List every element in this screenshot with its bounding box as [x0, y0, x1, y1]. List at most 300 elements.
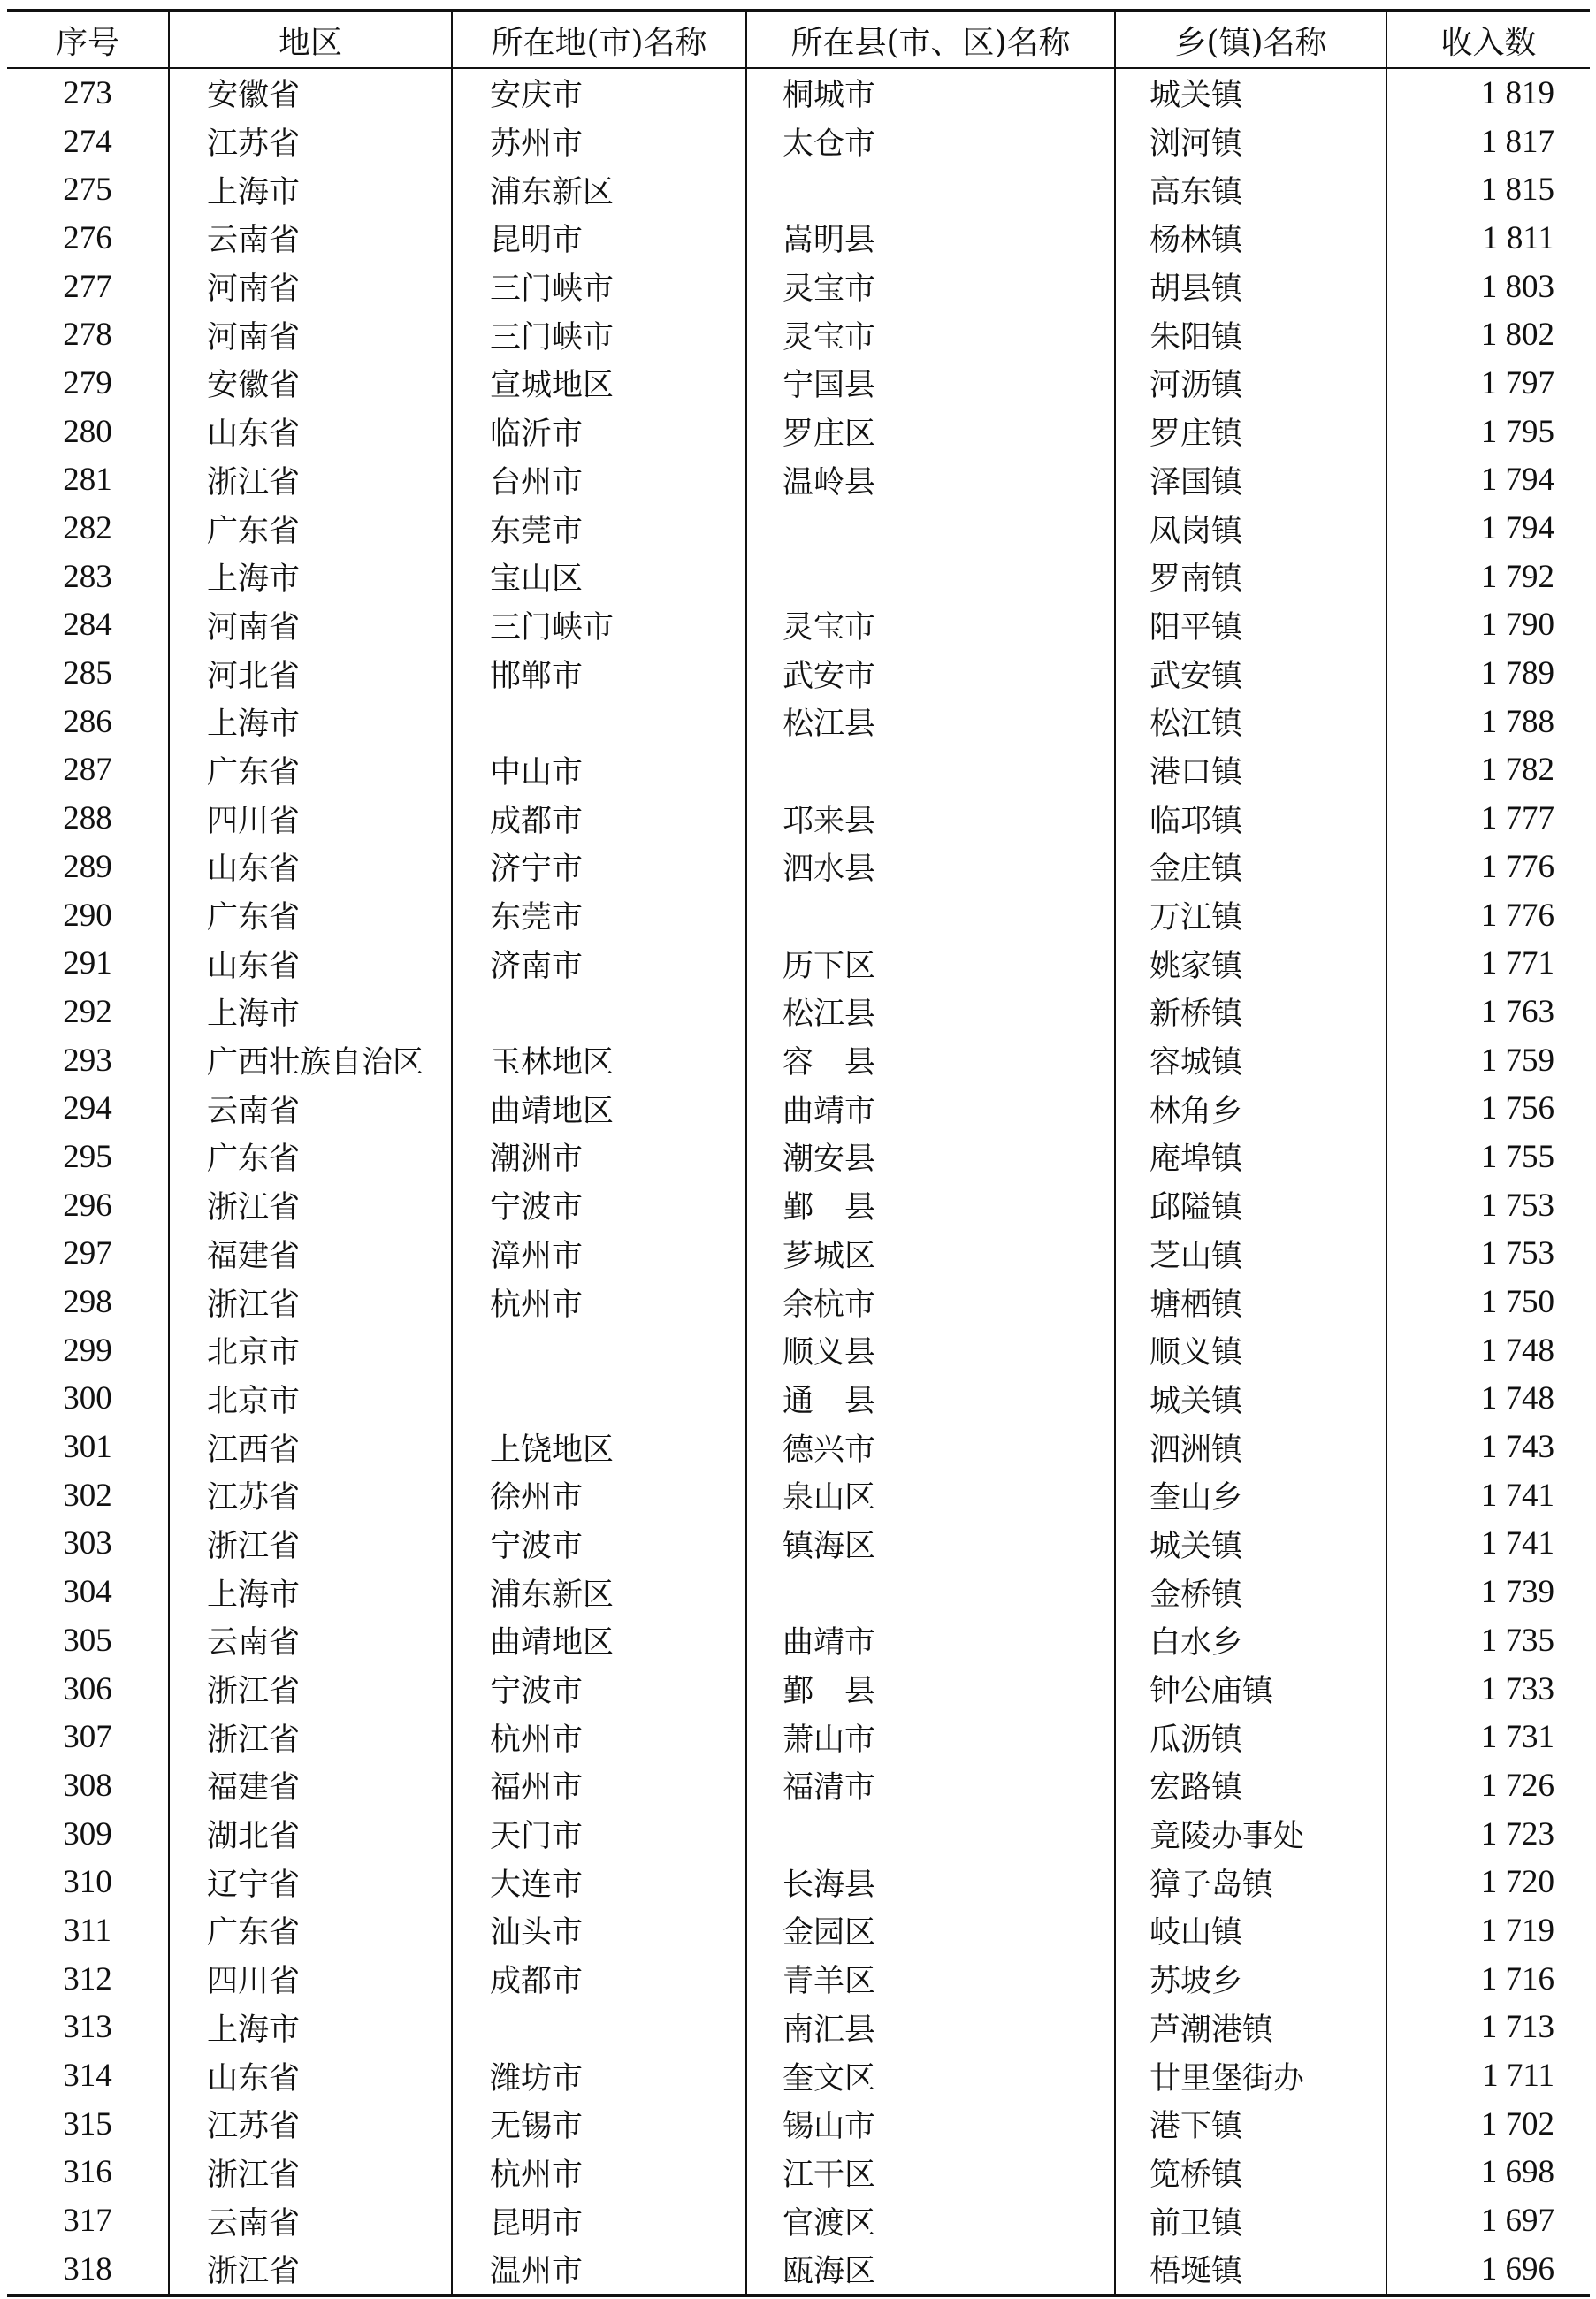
cell-county: 曲靖市	[746, 1616, 1115, 1665]
cell-income: 1 711	[1386, 2051, 1590, 2100]
cell-income: 1 735	[1386, 1616, 1590, 1665]
table-row	[7, 408, 1590, 456]
cell-city: 福州市	[452, 1761, 746, 1810]
cell-income: 1 788	[1386, 698, 1590, 746]
table-row	[7, 794, 1590, 843]
cell-income: 1 811	[1386, 214, 1590, 263]
cell-seq: 310	[63, 1864, 112, 1901]
cell-county	[746, 1810, 1115, 1859]
cell-seq: 303	[63, 1525, 112, 1562]
header-town: 乡(镇)名称	[1115, 11, 1386, 68]
cell-city: 中山市	[452, 746, 746, 795]
cell-city: 昆明市	[452, 2196, 746, 2245]
cell-seq: 314	[63, 2058, 112, 2095]
table-row	[7, 1423, 1590, 1471]
cell-income: 1 697	[1386, 2196, 1590, 2245]
cell-income: 1 748	[1386, 1326, 1590, 1375]
cell-county: 太仓市	[746, 118, 1115, 166]
cell-region: 广东省	[169, 891, 452, 940]
cell-region: 浙江省	[169, 1520, 452, 1569]
table-row	[7, 1568, 1590, 1616]
cell-region: 广东省	[169, 504, 452, 553]
cell-town: 姚家镇	[1115, 939, 1386, 988]
cell-seq: 315	[63, 2105, 112, 2142]
cell-seq: 282	[63, 510, 112, 547]
cell-town: 瓜沥镇	[1115, 1713, 1386, 1761]
cell-city	[452, 2004, 746, 2052]
cell-town: 朱阳镇	[1115, 310, 1386, 359]
cell-region: 上海市	[169, 988, 452, 1036]
cell-income: 1 819	[1386, 68, 1590, 118]
cell-town: 罗南镇	[1115, 553, 1386, 601]
cell-seq: 311	[63, 1912, 112, 1949]
table-row	[7, 2196, 1590, 2245]
cell-county: 通 县	[746, 1375, 1115, 1424]
cell-town: 顺义镇	[1115, 1326, 1386, 1375]
cell-county: 历下区	[746, 939, 1115, 988]
cell-town: 林角乡	[1115, 1084, 1386, 1133]
cell-town: 庵埠镇	[1115, 1133, 1386, 1181]
table-row	[7, 843, 1590, 891]
cell-city: 三门峡市	[452, 263, 746, 311]
cell-city: 昆明市	[452, 214, 746, 263]
cell-city: 徐州市	[452, 1471, 746, 1520]
cell-city	[452, 698, 746, 746]
cell-city: 曲靖地区	[452, 1084, 746, 1133]
cell-seq: 309	[63, 1815, 112, 1852]
cell-income: 1 817	[1386, 118, 1590, 166]
table-row	[7, 2149, 1590, 2197]
cell-income: 1 748	[1386, 1375, 1590, 1424]
cell-county: 官渡区	[746, 2196, 1115, 2245]
cell-county: 奎文区	[746, 2051, 1115, 2100]
cell-region: 江苏省	[169, 118, 452, 166]
cell-income: 1 753	[1386, 1181, 1590, 1230]
cell-town: 临邛镇	[1115, 794, 1386, 843]
cell-income: 1 741	[1386, 1520, 1590, 1569]
cell-city: 大连市	[452, 1858, 746, 1906]
cell-city: 杭州市	[452, 1713, 746, 1761]
cell-town: 凤岗镇	[1115, 504, 1386, 553]
cell-income: 1 776	[1386, 843, 1590, 891]
cell-region: 河北省	[169, 649, 452, 698]
cell-county: 福清市	[746, 1761, 1115, 1810]
table-row	[7, 1036, 1590, 1085]
cell-region: 河南省	[169, 310, 452, 359]
cell-town: 新桥镇	[1115, 988, 1386, 1036]
cell-seq: 298	[63, 1284, 112, 1321]
table-row	[7, 2100, 1590, 2149]
cell-income: 1 794	[1386, 456, 1590, 505]
cell-seq: 286	[63, 703, 112, 740]
cell-seq: 275	[63, 172, 112, 209]
cell-county: 温岭县	[746, 456, 1115, 505]
cell-city: 宝山区	[452, 553, 746, 601]
table-row	[7, 214, 1590, 263]
cell-region: 湖北省	[169, 1810, 452, 1859]
cell-income: 1 803	[1386, 263, 1590, 311]
cell-city: 潍坊市	[452, 2051, 746, 2100]
table-row	[7, 746, 1590, 795]
cell-town: 高东镇	[1115, 165, 1386, 214]
cell-town: 宏路镇	[1115, 1761, 1386, 1810]
table-row	[7, 310, 1590, 359]
cell-county: 邛来县	[746, 794, 1115, 843]
cell-city: 成都市	[452, 794, 746, 843]
table-row	[7, 1713, 1590, 1761]
cell-town: 城关镇	[1115, 1375, 1386, 1424]
cell-town: 港下镇	[1115, 2100, 1386, 2149]
cell-city: 邯郸市	[452, 649, 746, 698]
table-row	[7, 504, 1590, 553]
cell-income: 1 698	[1386, 2149, 1590, 2197]
table-row	[7, 1133, 1590, 1181]
cell-county: 余杭市	[746, 1278, 1115, 1326]
cell-town: 武安镇	[1115, 649, 1386, 698]
table-row	[7, 891, 1590, 940]
cell-seq: 278	[63, 317, 112, 354]
cell-region: 浙江省	[169, 1181, 452, 1230]
cell-income: 1 702	[1386, 2100, 1590, 2149]
table-row	[7, 601, 1590, 650]
cell-region: 山东省	[169, 939, 452, 988]
cell-city: 玉林地区	[452, 1036, 746, 1085]
table-row	[7, 68, 1590, 118]
cell-region: 浙江省	[169, 2149, 452, 2197]
cell-income: 1 797	[1386, 359, 1590, 408]
cell-region: 四川省	[169, 794, 452, 843]
cell-income: 1 790	[1386, 601, 1590, 650]
header-county: 所在县(市、区)名称	[746, 11, 1115, 68]
cell-town: 笕桥镇	[1115, 2149, 1386, 2197]
cell-seq: 277	[63, 268, 112, 305]
cell-county: 武安市	[746, 649, 1115, 698]
cell-seq: 300	[63, 1380, 112, 1417]
table-row	[7, 1955, 1590, 2004]
income-table	[7, 9, 1590, 2297]
cell-seq: 288	[63, 800, 112, 837]
cell-seq: 274	[63, 123, 112, 160]
cell-city: 东莞市	[452, 891, 746, 940]
cell-income: 1 792	[1386, 553, 1590, 601]
header-row	[7, 11, 1590, 68]
table-row	[7, 1181, 1590, 1230]
table-row	[7, 553, 1590, 601]
cell-income: 1 719	[1386, 1906, 1590, 1955]
cell-seq: 276	[63, 219, 112, 256]
table-row	[7, 1375, 1590, 1424]
cell-city: 苏州市	[452, 118, 746, 166]
table-row	[7, 118, 1590, 166]
cell-seq: 306	[63, 1670, 112, 1707]
cell-city	[452, 1326, 746, 1375]
cell-region: 上海市	[169, 2004, 452, 2052]
cell-region: 云南省	[169, 2196, 452, 2245]
cell-town: 万江镇	[1115, 891, 1386, 940]
cell-region: 广西壮族自治区	[169, 1036, 452, 1085]
cell-town: 河沥镇	[1115, 359, 1386, 408]
cell-city: 安庆市	[452, 68, 746, 118]
cell-region: 福建省	[169, 1761, 452, 1810]
cell-income: 1 716	[1386, 1955, 1590, 2004]
cell-county	[746, 504, 1115, 553]
cell-seq: 294	[63, 1090, 112, 1127]
cell-city: 潮洲市	[452, 1133, 746, 1181]
cell-region: 辽宁省	[169, 1858, 452, 1906]
cell-region: 山东省	[169, 2051, 452, 2100]
cell-town: 钟公庙镇	[1115, 1665, 1386, 1714]
cell-town: 杨林镇	[1115, 214, 1386, 263]
cell-county: 青羊区	[746, 1955, 1115, 2004]
cell-region: 广东省	[169, 1906, 452, 1955]
cell-city: 无锡市	[452, 2100, 746, 2149]
cell-region: 浙江省	[169, 1713, 452, 1761]
cell-county: 泗水县	[746, 843, 1115, 891]
cell-seq: 318	[63, 2250, 112, 2288]
cell-town: 城关镇	[1115, 1520, 1386, 1569]
table-body	[7, 68, 1590, 2295]
cell-income: 1 777	[1386, 794, 1590, 843]
cell-seq: 302	[63, 1477, 112, 1514]
cell-income: 1 743	[1386, 1423, 1590, 1471]
cell-county: 芗城区	[746, 1230, 1115, 1279]
cell-town: 阳平镇	[1115, 601, 1386, 650]
cell-county	[746, 165, 1115, 214]
cell-city: 浦东新区	[452, 165, 746, 214]
cell-town: 廿里堡街办	[1115, 2051, 1386, 2100]
cell-region: 云南省	[169, 1616, 452, 1665]
cell-income: 1 802	[1386, 310, 1590, 359]
cell-income: 1 795	[1386, 408, 1590, 456]
cell-town: 浏河镇	[1115, 118, 1386, 166]
cell-region: 上海市	[169, 698, 452, 746]
cell-region: 云南省	[169, 214, 452, 263]
table-row	[7, 2051, 1590, 2100]
cell-seq: 289	[63, 848, 112, 885]
cell-county: 锡山市	[746, 2100, 1115, 2149]
cell-income: 1 731	[1386, 1713, 1590, 1761]
cell-county: 桐城市	[746, 68, 1115, 118]
cell-city: 曲靖地区	[452, 1616, 746, 1665]
cell-income: 1 733	[1386, 1665, 1590, 1714]
cell-county	[746, 891, 1115, 940]
cell-town: 容城镇	[1115, 1036, 1386, 1085]
cell-county: 灵宝市	[746, 310, 1115, 359]
header-income: 收入数	[1386, 11, 1590, 68]
cell-city: 济宁市	[452, 843, 746, 891]
cell-county: 镇海区	[746, 1520, 1115, 1569]
cell-region: 山东省	[169, 408, 452, 456]
cell-income: 1 789	[1386, 649, 1590, 698]
cell-county: 松江县	[746, 988, 1115, 1036]
cell-town: 港口镇	[1115, 746, 1386, 795]
table-row	[7, 1761, 1590, 1810]
cell-county: 南汇县	[746, 2004, 1115, 2052]
cell-city: 三门峡市	[452, 601, 746, 650]
cell-income: 1 771	[1386, 939, 1590, 988]
cell-income: 1 815	[1386, 165, 1590, 214]
cell-seq: 287	[63, 752, 112, 789]
cell-city: 宣城地区	[452, 359, 746, 408]
cell-region: 山东省	[169, 843, 452, 891]
cell-town: 金庄镇	[1115, 843, 1386, 891]
table-row	[7, 939, 1590, 988]
cell-seq: 313	[63, 2009, 112, 2046]
table-row	[7, 263, 1590, 311]
cell-seq: 299	[63, 1332, 112, 1369]
cell-income: 1 739	[1386, 1568, 1590, 1616]
table-row	[7, 1084, 1590, 1133]
cell-town: 城关镇	[1115, 68, 1386, 118]
cell-region: 江苏省	[169, 2100, 452, 2149]
cell-town: 泽国镇	[1115, 456, 1386, 505]
table-row	[7, 698, 1590, 746]
header-region: 地区	[169, 11, 452, 68]
cell-region: 上海市	[169, 553, 452, 601]
cell-town: 泗洲镇	[1115, 1423, 1386, 1471]
cell-region: 浙江省	[169, 456, 452, 505]
cell-income: 1 782	[1386, 746, 1590, 795]
cell-city: 成都市	[452, 1955, 746, 2004]
cell-seq: 301	[63, 1429, 112, 1466]
cell-income: 1 755	[1386, 1133, 1590, 1181]
cell-county	[746, 746, 1115, 795]
cell-town: 芦潮港镇	[1115, 2004, 1386, 2052]
table-row	[7, 456, 1590, 505]
cell-region: 北京市	[169, 1326, 452, 1375]
cell-county: 宁国县	[746, 359, 1115, 408]
cell-seq: 296	[63, 1187, 112, 1224]
cell-seq: 279	[63, 364, 112, 401]
cell-region: 安徽省	[169, 68, 452, 118]
table-row	[7, 1810, 1590, 1859]
cell-county	[746, 553, 1115, 601]
cell-town: 罗庄镇	[1115, 408, 1386, 456]
cell-income: 1 753	[1386, 1230, 1590, 1279]
cell-region: 河南省	[169, 263, 452, 311]
cell-county	[746, 1568, 1115, 1616]
cell-town: 竟陵办事处	[1115, 1810, 1386, 1859]
table-row	[7, 1616, 1590, 1665]
table-row	[7, 1858, 1590, 1906]
cell-county: 嵩明县	[746, 214, 1115, 263]
table-header	[7, 11, 1590, 68]
cell-income: 1 750	[1386, 1278, 1590, 1326]
cell-seq: 290	[63, 897, 112, 934]
cell-income: 1 723	[1386, 1810, 1590, 1859]
cell-town: 芝山镇	[1115, 1230, 1386, 1279]
table-row	[7, 359, 1590, 408]
table-row	[7, 1665, 1590, 1714]
cell-city: 汕头市	[452, 1906, 746, 1955]
cell-region: 上海市	[169, 165, 452, 214]
cell-city: 临沂市	[452, 408, 746, 456]
table-row	[7, 649, 1590, 698]
cell-seq: 316	[63, 2154, 112, 2191]
cell-town: 獐子岛镇	[1115, 1858, 1386, 1906]
cell-seq: 281	[63, 462, 112, 499]
cell-county: 瓯海区	[746, 2245, 1115, 2295]
cell-city: 台州市	[452, 456, 746, 505]
cell-county: 灵宝市	[746, 601, 1115, 650]
table-row	[7, 2245, 1590, 2295]
cell-city: 宁波市	[452, 1665, 746, 1714]
cell-city: 上饶地区	[452, 1423, 746, 1471]
cell-seq: 284	[63, 607, 112, 644]
cell-seq: 304	[63, 1574, 112, 1611]
cell-town: 白水乡	[1115, 1616, 1386, 1665]
cell-income: 1 763	[1386, 988, 1590, 1036]
cell-city: 济南市	[452, 939, 746, 988]
cell-city: 浦东新区	[452, 1568, 746, 1616]
cell-income: 1 696	[1386, 2245, 1590, 2295]
cell-region: 浙江省	[169, 1665, 452, 1714]
cell-town: 塘栖镇	[1115, 1278, 1386, 1326]
cell-town: 岐山镇	[1115, 1906, 1386, 1955]
cell-income: 1 794	[1386, 504, 1590, 553]
table-row	[7, 1471, 1590, 1520]
cell-city: 宁波市	[452, 1520, 746, 1569]
cell-seq: 307	[63, 1719, 112, 1756]
cell-seq: 285	[63, 655, 112, 692]
cell-town: 邱隘镇	[1115, 1181, 1386, 1230]
cell-town: 奎山乡	[1115, 1471, 1386, 1520]
cell-town: 苏坡乡	[1115, 1955, 1386, 2004]
cell-county: 鄞 县	[746, 1665, 1115, 1714]
cell-income: 1 741	[1386, 1471, 1590, 1520]
cell-city	[452, 1375, 746, 1424]
cell-county: 灵宝市	[746, 263, 1115, 311]
cell-region: 安徽省	[169, 359, 452, 408]
cell-income: 1 776	[1386, 891, 1590, 940]
cell-income: 1 713	[1386, 2004, 1590, 2052]
cell-region: 江苏省	[169, 1471, 452, 1520]
cell-seq: 312	[63, 1960, 112, 1997]
cell-region: 上海市	[169, 1568, 452, 1616]
table-row	[7, 1906, 1590, 1955]
cell-seq: 283	[63, 558, 112, 595]
cell-income: 1 726	[1386, 1761, 1590, 1810]
cell-region: 广东省	[169, 1133, 452, 1181]
cell-region: 四川省	[169, 1955, 452, 2004]
cell-income: 1 756	[1386, 1084, 1590, 1133]
cell-income: 1 720	[1386, 1858, 1590, 1906]
cell-county: 长海县	[746, 1858, 1115, 1906]
table-row	[7, 165, 1590, 214]
cell-town: 金桥镇	[1115, 1568, 1386, 1616]
cell-city: 温州市	[452, 2245, 746, 2295]
cell-region: 云南省	[169, 1084, 452, 1133]
cell-city: 漳州市	[452, 1230, 746, 1279]
cell-seq: 295	[63, 1138, 112, 1175]
cell-county: 江干区	[746, 2149, 1115, 2197]
cell-seq: 297	[63, 1235, 112, 1272]
cell-seq: 305	[63, 1622, 112, 1659]
cell-seq: 292	[63, 993, 112, 1030]
cell-county: 泉山区	[746, 1471, 1115, 1520]
cell-county: 容 县	[746, 1036, 1115, 1085]
cell-city: 三门峡市	[452, 310, 746, 359]
table-row	[7, 988, 1590, 1036]
cell-seq: 291	[63, 945, 112, 982]
cell-city: 东莞市	[452, 504, 746, 553]
cell-region: 北京市	[169, 1375, 452, 1424]
cell-region: 浙江省	[169, 2245, 452, 2295]
table-row	[7, 1230, 1590, 1279]
cell-county: 鄞 县	[746, 1181, 1115, 1230]
cell-town: 胡县镇	[1115, 263, 1386, 311]
table-row	[7, 2004, 1590, 2052]
